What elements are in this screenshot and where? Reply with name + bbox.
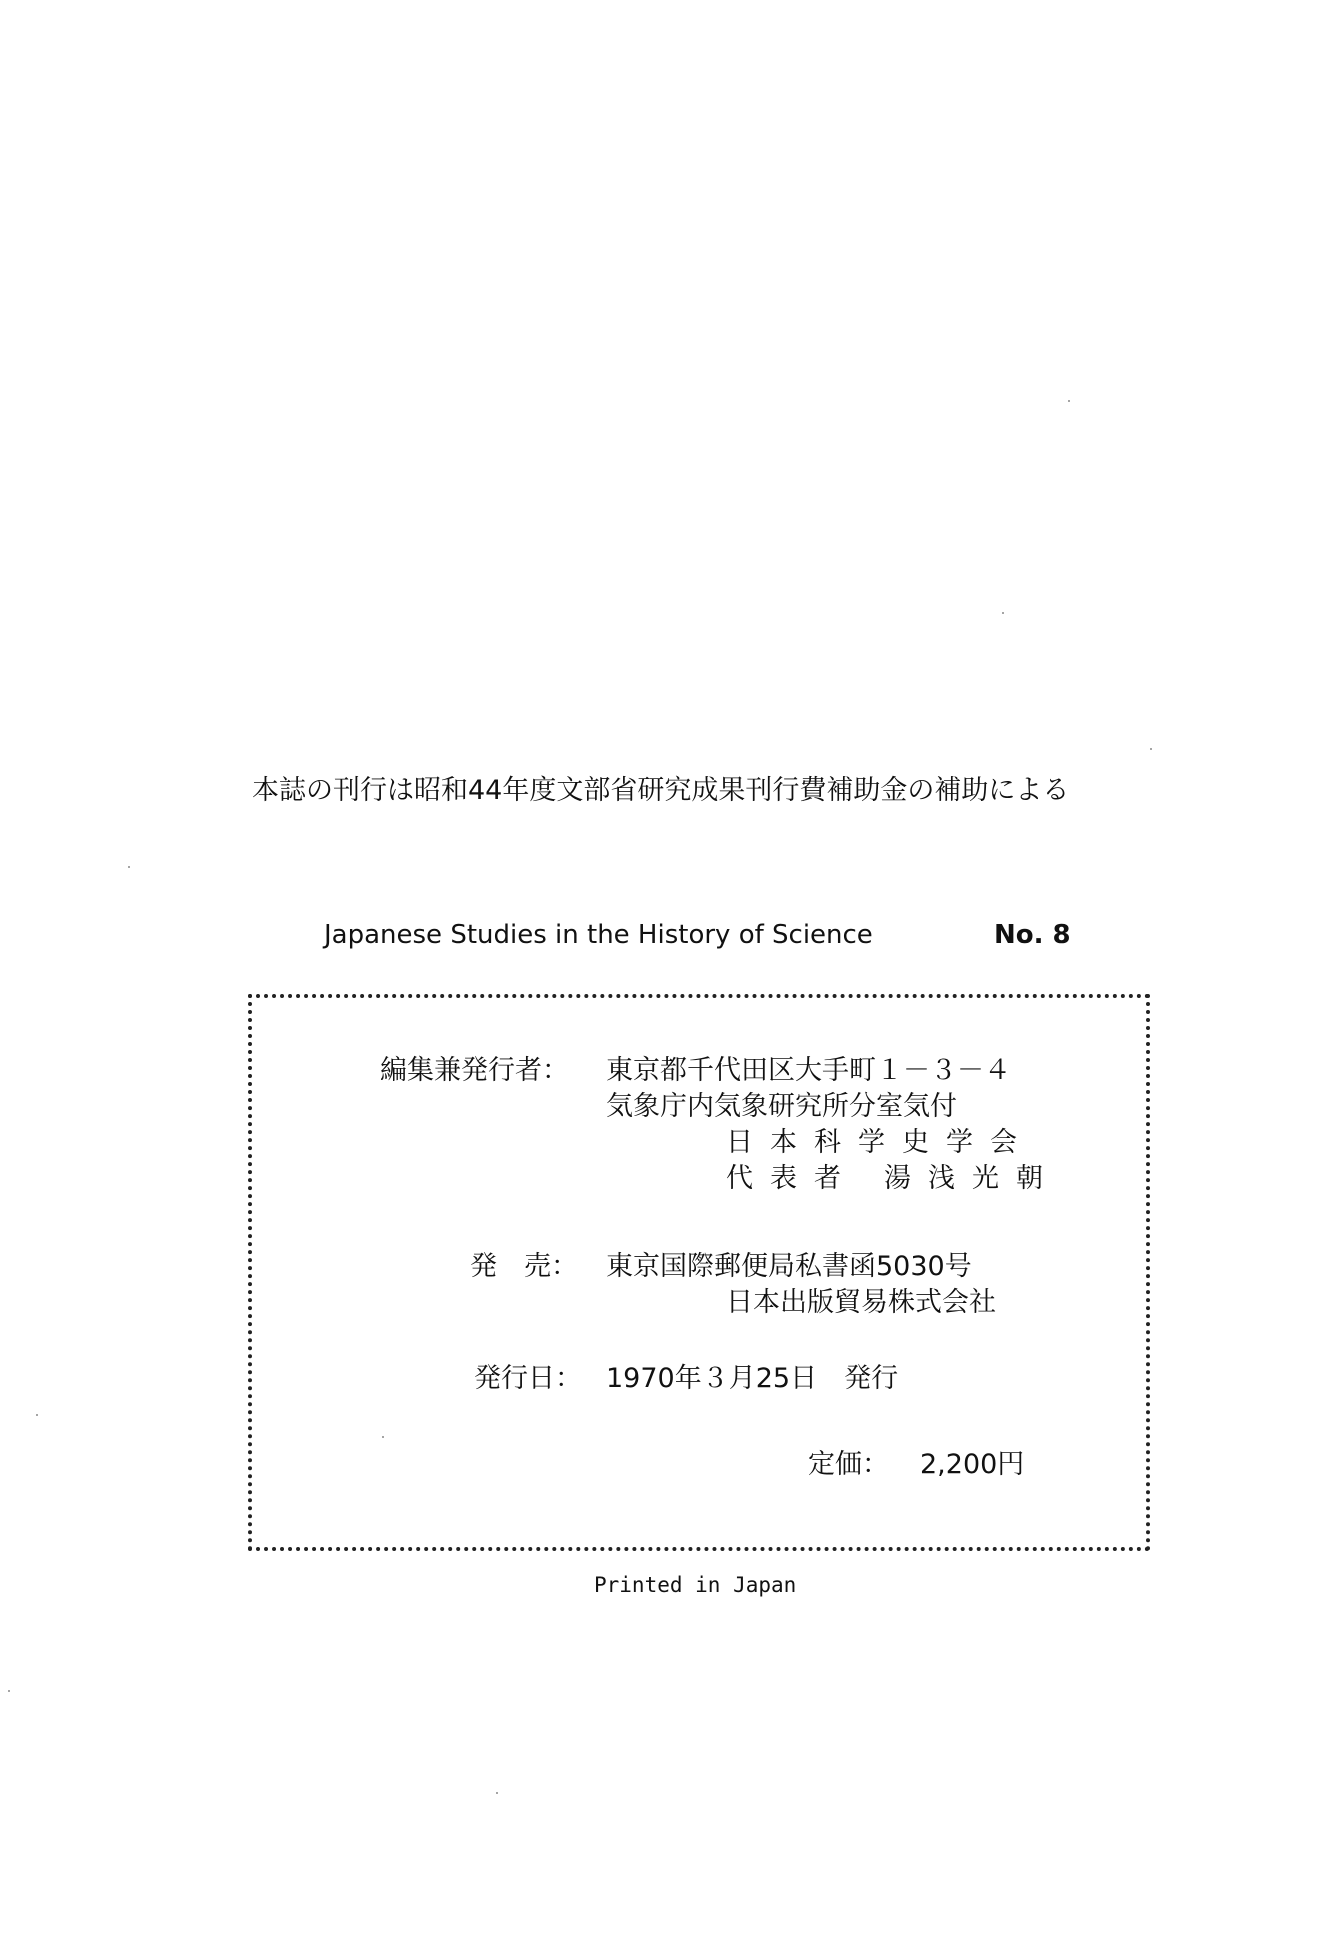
society-name: 日本科学史学会 [726,1127,1034,1158]
editor-publisher-label: 編集兼発行者： [380,1055,569,1086]
scan-speck [1150,748,1152,750]
scan-speck [1068,400,1070,402]
price-label: 定価： [808,1449,889,1480]
scan-speck [382,1436,384,1438]
issue-number: No. 8 [994,920,1071,950]
series-title: Japanese Studies in the History of Science [324,920,873,950]
editor-address-line2: 気象庁内気象研究所分室気付 [606,1091,957,1122]
distributor-company: 日本出版貿易株式会社 [726,1287,996,1318]
price-value: 2,200円 [920,1449,1025,1480]
representative-label: 代表者 [726,1163,858,1194]
colophon-box [248,994,1150,1551]
scan-speck [1002,612,1004,614]
series-heading [324,920,1084,950]
distributor-address: 東京国際郵便局私書函5030号 [606,1251,972,1282]
printed-in-japan: Printed in Japan [594,1573,797,1597]
editor-address-line1: 東京都千代田区大手町１－３－４ [606,1055,1011,1086]
subsidy-note: 本誌の刊行は昭和44年度文部省研究成果刊行費補助金の補助による [252,775,1070,806]
issue-date-value: 1970年３月25日 発行 [606,1363,899,1394]
issue-date-label: 発行日： [474,1363,582,1394]
scan-speck [496,1792,498,1794]
scan-speck [36,1414,38,1416]
distributor-label: 発 売： [470,1251,578,1282]
scan-speck [8,1690,10,1692]
scan-speck [128,866,130,868]
representative-name: 湯浅光朝 [884,1163,1060,1194]
